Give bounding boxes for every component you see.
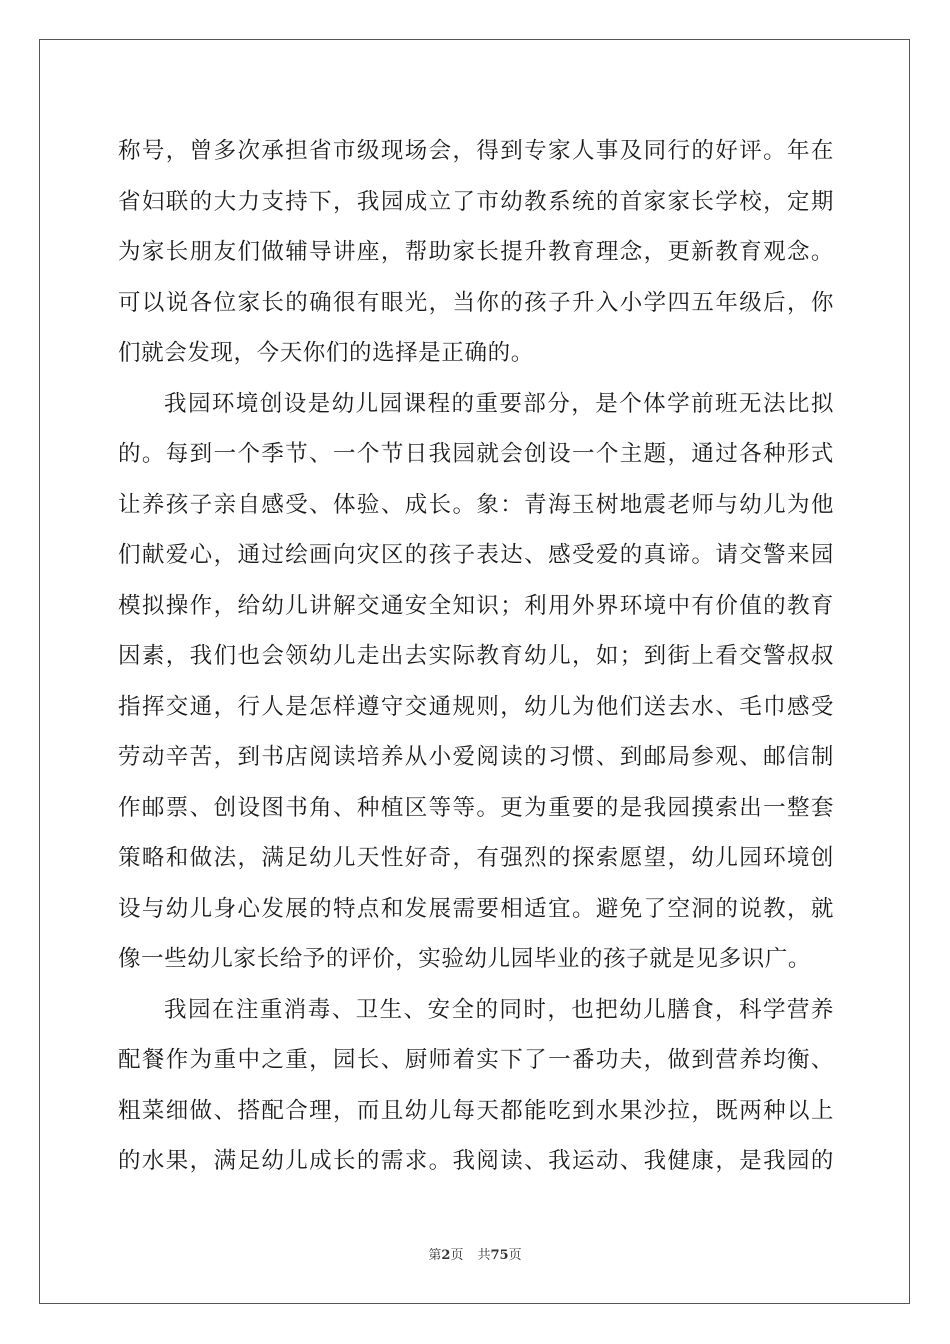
paragraph bbox=[118, 379, 834, 985]
text-line: 粗菜细做、搭配合理，而且幼儿每天都能吃到水果沙拉，既两种以上 bbox=[118, 1097, 834, 1124]
text-line: 作邮票、创设图书角、种植区等等。更为重要的是我园摸索出一整套 bbox=[118, 794, 834, 821]
text-line: 像一些幼儿家长给予的评价，实验幼儿园毕业的孩子就是见多识广。 bbox=[118, 946, 812, 972]
text-line: 的水果，满足幼儿成长的需求。我阅读、我运动、我健康，是我园的 bbox=[118, 1148, 834, 1174]
text-line: 让养孩子亲自感受、体验、成长。象：青海玉树地震老师与幼儿为他 bbox=[118, 491, 834, 518]
text-line: 可以说各位家长的确很有眼光，当你的孩子升入小学四五年级后，你 bbox=[118, 289, 834, 316]
total-pages: 75 bbox=[490, 1248, 509, 1263]
text-line: 为家长朋友们做辅导讲座，帮助家长提升教育理念，更新教育观念。 bbox=[118, 239, 834, 265]
page-suffix: 页 bbox=[450, 1248, 464, 1263]
text-line: 劳动辛苦，到书店阅读培养从小爱阅读的习惯、到邮局参观、邮信制 bbox=[118, 744, 834, 770]
page-footer bbox=[0, 1244, 950, 1263]
total-suffix: 页 bbox=[508, 1248, 522, 1263]
page-number: 2 bbox=[441, 1248, 451, 1263]
text-line: 们就会发现，今天你们的选择是正确的。 bbox=[118, 340, 534, 366]
text-line: 指挥交通，行人是怎样遵守交通规则，幼儿为他们送去水、毛巾感受 bbox=[118, 693, 834, 720]
paragraph bbox=[118, 126, 834, 379]
text-line: 的。每到一个季节、一个节日我园就会创设一个主题，通过各种形式 bbox=[118, 441, 834, 467]
text-line: 称号，曾多次承担省市级现场会，得到专家人事及同行的好评。年在 bbox=[118, 138, 834, 164]
text-line: 配餐作为重中之重，园长、厨师着实下了一番功夫，做到营养均衡、 bbox=[118, 1047, 834, 1073]
text-line: 我园环境创设是幼儿园课程的重要部分，是个体学前班无法比拟 bbox=[164, 390, 834, 417]
document-body bbox=[118, 126, 834, 1187]
page-prefix: 第 bbox=[428, 1248, 442, 1263]
text-line: 省妇联的大力支持下，我园成立了市幼教系统的首家家长学校，定期 bbox=[118, 188, 834, 215]
total-prefix: 共 bbox=[477, 1248, 491, 1263]
text-line: 们献爱心，通过绘画向灾区的孩子表达、感受爱的真谛。请交警来园 bbox=[118, 542, 834, 568]
text-line: 模拟操作，给幼儿讲解交通安全知识；利用外界环境中有价值的教育 bbox=[118, 592, 834, 619]
paragraph bbox=[118, 985, 834, 1187]
text-line: 设与幼儿身心发展的特点和发展需要相适宜。避免了空洞的说教，就 bbox=[118, 895, 834, 922]
text-line: 策略和做法，满足幼儿天性好奇，有强烈的探索愿望，幼儿园环境创 bbox=[118, 845, 834, 871]
text-line: 我园在注重消毒、卫生、安全的同时，也把幼儿膳食，科学营养 bbox=[164, 996, 834, 1023]
text-line: 因素，我们也会领幼儿走出去实际教育幼儿，如；到街上看交警叔叔 bbox=[118, 643, 834, 669]
